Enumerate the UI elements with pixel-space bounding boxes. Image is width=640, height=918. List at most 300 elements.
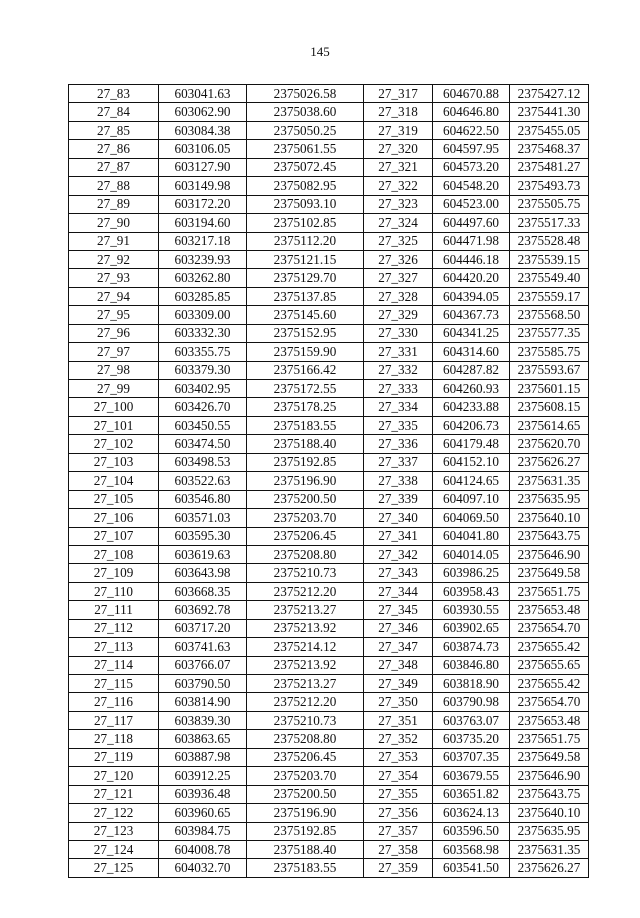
y-left-cell: 2375112.20 (247, 232, 364, 250)
table-row (69, 730, 589, 748)
point-id-right-cell: 27_342 (364, 545, 433, 563)
y-left-cell: 2375192.85 (247, 453, 364, 471)
table-row (69, 619, 589, 637)
x-left-cell: 603619.63 (159, 545, 247, 563)
y-left-cell: 2375152.95 (247, 324, 364, 342)
y-left-cell: 2375213.27 (247, 601, 364, 619)
point-id-left-cell: 27_121 (69, 785, 159, 803)
y-left-cell: 2375188.40 (247, 435, 364, 453)
table-row (69, 361, 589, 379)
x-left-cell: 603498.53 (159, 453, 247, 471)
y-right-cell: 2375655.42 (510, 638, 589, 656)
point-id-right-cell: 27_355 (364, 785, 433, 803)
y-right-cell: 2375614.65 (510, 416, 589, 434)
table-row (69, 675, 589, 693)
y-right-cell: 2375626.27 (510, 859, 589, 877)
point-id-left-cell: 27_109 (69, 564, 159, 582)
y-right-cell: 2375654.70 (510, 693, 589, 711)
y-left-cell: 2375026.58 (247, 85, 364, 103)
table-row (69, 398, 589, 416)
point-id-left-cell: 27_94 (69, 287, 159, 305)
y-left-cell: 2375214.12 (247, 638, 364, 656)
x-right-cell: 604420.20 (433, 269, 510, 287)
table-row (69, 103, 589, 121)
point-id-right-cell: 27_319 (364, 121, 433, 139)
point-id-right-cell: 27_320 (364, 140, 433, 158)
point-id-right-cell: 27_359 (364, 859, 433, 877)
point-id-right-cell: 27_354 (364, 767, 433, 785)
point-id-left-cell: 27_105 (69, 490, 159, 508)
point-id-left-cell: 27_122 (69, 804, 159, 822)
point-id-right-cell: 27_321 (364, 158, 433, 176)
x-right-cell: 603790.98 (433, 693, 510, 711)
x-right-cell: 603958.43 (433, 582, 510, 600)
point-id-left-cell: 27_118 (69, 730, 159, 748)
y-left-cell: 2375203.70 (247, 509, 364, 527)
x-left-cell: 603041.63 (159, 85, 247, 103)
x-left-cell: 603194.60 (159, 214, 247, 232)
point-id-right-cell: 27_353 (364, 748, 433, 766)
x-right-cell: 604523.00 (433, 195, 510, 213)
point-id-right-cell: 27_331 (364, 343, 433, 361)
x-left-cell: 603172.20 (159, 195, 247, 213)
point-id-right-cell: 27_322 (364, 177, 433, 195)
y-left-cell: 2375137.85 (247, 287, 364, 305)
x-left-cell: 603766.07 (159, 656, 247, 674)
y-right-cell: 2375568.50 (510, 306, 589, 324)
table-row (69, 250, 589, 268)
point-id-right-cell: 27_335 (364, 416, 433, 434)
point-id-right-cell: 27_347 (364, 638, 433, 656)
x-left-cell: 604032.70 (159, 859, 247, 877)
x-right-cell: 604622.50 (433, 121, 510, 139)
point-id-left-cell: 27_116 (69, 693, 159, 711)
x-right-cell: 604597.95 (433, 140, 510, 158)
table-row (69, 748, 589, 766)
coordinates-table (68, 84, 589, 878)
x-right-cell: 604260.93 (433, 380, 510, 398)
y-left-cell: 2375129.70 (247, 269, 364, 287)
point-id-left-cell: 27_85 (69, 121, 159, 139)
point-id-left-cell: 27_86 (69, 140, 159, 158)
x-right-cell: 603986.25 (433, 564, 510, 582)
y-right-cell: 2375631.35 (510, 840, 589, 858)
point-id-left-cell: 27_89 (69, 195, 159, 213)
x-right-cell: 603902.65 (433, 619, 510, 637)
y-left-cell: 2375206.45 (247, 748, 364, 766)
y-right-cell: 2375635.95 (510, 490, 589, 508)
point-id-right-cell: 27_325 (364, 232, 433, 250)
x-left-cell: 603863.65 (159, 730, 247, 748)
x-right-cell: 603930.55 (433, 601, 510, 619)
y-left-cell: 2375145.60 (247, 306, 364, 324)
point-id-right-cell: 27_332 (364, 361, 433, 379)
table-row (69, 527, 589, 545)
y-left-cell: 2375121.15 (247, 250, 364, 268)
point-id-left-cell: 27_98 (69, 361, 159, 379)
x-right-cell: 604314.60 (433, 343, 510, 361)
table-row (69, 435, 589, 453)
x-right-cell: 604233.88 (433, 398, 510, 416)
y-left-cell: 2375192.85 (247, 822, 364, 840)
x-right-cell: 604014.05 (433, 545, 510, 563)
x-left-cell: 603839.30 (159, 711, 247, 729)
table-row (69, 785, 589, 803)
point-id-right-cell: 27_348 (364, 656, 433, 674)
table-row (69, 693, 589, 711)
y-left-cell: 2375213.92 (247, 656, 364, 674)
y-right-cell: 2375528.48 (510, 232, 589, 250)
x-right-cell: 603763.07 (433, 711, 510, 729)
y-right-cell: 2375441.30 (510, 103, 589, 121)
x-left-cell: 603595.30 (159, 527, 247, 545)
y-right-cell: 2375643.75 (510, 785, 589, 803)
point-id-right-cell: 27_350 (364, 693, 433, 711)
y-right-cell: 2375559.17 (510, 287, 589, 305)
x-right-cell: 604670.88 (433, 85, 510, 103)
point-id-right-cell: 27_318 (364, 103, 433, 121)
x-left-cell: 603741.63 (159, 638, 247, 656)
table-row (69, 269, 589, 287)
y-right-cell: 2375593.67 (510, 361, 589, 379)
x-right-cell: 603541.50 (433, 859, 510, 877)
point-id-right-cell: 27_330 (364, 324, 433, 342)
point-id-right-cell: 27_349 (364, 675, 433, 693)
y-right-cell: 2375655.65 (510, 656, 589, 674)
table-row (69, 380, 589, 398)
y-right-cell: 2375481.27 (510, 158, 589, 176)
x-right-cell: 603818.90 (433, 675, 510, 693)
y-left-cell: 2375213.92 (247, 619, 364, 637)
y-right-cell: 2375655.42 (510, 675, 589, 693)
y-left-cell: 2375203.70 (247, 767, 364, 785)
y-left-cell: 2375183.55 (247, 416, 364, 434)
x-right-cell: 604497.60 (433, 214, 510, 232)
y-left-cell: 2375210.73 (247, 564, 364, 582)
point-id-right-cell: 27_326 (364, 250, 433, 268)
table-row (69, 232, 589, 250)
point-id-left-cell: 27_100 (69, 398, 159, 416)
table-row (69, 859, 589, 877)
point-id-left-cell: 27_117 (69, 711, 159, 729)
x-left-cell: 603912.25 (159, 767, 247, 785)
point-id-right-cell: 27_352 (364, 730, 433, 748)
y-left-cell: 2375102.85 (247, 214, 364, 232)
point-id-left-cell: 27_120 (69, 767, 159, 785)
table-row (69, 324, 589, 342)
y-left-cell: 2375196.90 (247, 472, 364, 490)
point-id-right-cell: 27_329 (364, 306, 433, 324)
y-right-cell: 2375585.75 (510, 343, 589, 361)
point-id-right-cell: 27_327 (364, 269, 433, 287)
y-left-cell: 2375159.90 (247, 343, 364, 361)
table-row (69, 582, 589, 600)
point-id-right-cell: 27_356 (364, 804, 433, 822)
point-id-left-cell: 27_107 (69, 527, 159, 545)
x-right-cell: 604097.10 (433, 490, 510, 508)
table-row (69, 287, 589, 305)
point-id-left-cell: 27_96 (69, 324, 159, 342)
y-right-cell: 2375493.73 (510, 177, 589, 195)
point-id-right-cell: 27_337 (364, 453, 433, 471)
y-right-cell: 2375505.75 (510, 195, 589, 213)
table-row (69, 158, 589, 176)
y-right-cell: 2375635.95 (510, 822, 589, 840)
table-row (69, 490, 589, 508)
x-left-cell: 603546.80 (159, 490, 247, 508)
x-right-cell: 603874.73 (433, 638, 510, 656)
page-number: 145 (310, 44, 330, 59)
table-row (69, 638, 589, 656)
point-id-right-cell: 27_339 (364, 490, 433, 508)
y-left-cell: 2375200.50 (247, 785, 364, 803)
x-right-cell: 604287.82 (433, 361, 510, 379)
point-id-left-cell: 27_97 (69, 343, 159, 361)
point-id-right-cell: 27_334 (364, 398, 433, 416)
point-id-left-cell: 27_83 (69, 85, 159, 103)
x-right-cell: 604646.80 (433, 103, 510, 121)
y-left-cell: 2375206.45 (247, 527, 364, 545)
x-left-cell: 603309.00 (159, 306, 247, 324)
x-left-cell: 603402.95 (159, 380, 247, 398)
point-id-left-cell: 27_115 (69, 675, 159, 693)
x-right-cell: 603735.20 (433, 730, 510, 748)
x-left-cell: 603887.98 (159, 748, 247, 766)
point-id-right-cell: 27_346 (364, 619, 433, 637)
x-right-cell: 603568.98 (433, 840, 510, 858)
x-left-cell: 603522.63 (159, 472, 247, 490)
x-right-cell: 604206.73 (433, 416, 510, 434)
point-id-left-cell: 27_124 (69, 840, 159, 858)
point-id-left-cell: 27_108 (69, 545, 159, 563)
x-left-cell: 603790.50 (159, 675, 247, 693)
table-row (69, 822, 589, 840)
x-left-cell: 603814.90 (159, 693, 247, 711)
y-right-cell: 2375626.27 (510, 453, 589, 471)
table-row (69, 564, 589, 582)
table-row (69, 343, 589, 361)
table-row (69, 121, 589, 139)
point-id-left-cell: 27_91 (69, 232, 159, 250)
point-id-left-cell: 27_90 (69, 214, 159, 232)
y-left-cell: 2375072.45 (247, 158, 364, 176)
point-id-left-cell: 27_113 (69, 638, 159, 656)
x-left-cell: 603692.78 (159, 601, 247, 619)
x-right-cell: 604179.48 (433, 435, 510, 453)
point-id-left-cell: 27_111 (69, 601, 159, 619)
x-left-cell: 603984.75 (159, 822, 247, 840)
point-id-right-cell: 27_351 (364, 711, 433, 729)
x-left-cell: 603717.20 (159, 619, 247, 637)
x-right-cell: 604573.20 (433, 158, 510, 176)
point-id-left-cell: 27_106 (69, 509, 159, 527)
table-row (69, 416, 589, 434)
table-row (69, 306, 589, 324)
x-right-cell: 604394.05 (433, 287, 510, 305)
x-left-cell: 603474.50 (159, 435, 247, 453)
y-left-cell: 2375093.10 (247, 195, 364, 213)
x-right-cell: 604446.18 (433, 250, 510, 268)
y-left-cell: 2375196.90 (247, 804, 364, 822)
point-id-left-cell: 27_99 (69, 380, 159, 398)
x-right-cell: 604124.65 (433, 472, 510, 490)
x-left-cell: 603355.75 (159, 343, 247, 361)
point-id-right-cell: 27_345 (364, 601, 433, 619)
table-row (69, 656, 589, 674)
point-id-left-cell: 27_123 (69, 822, 159, 840)
y-left-cell: 2375061.55 (247, 140, 364, 158)
point-id-right-cell: 27_341 (364, 527, 433, 545)
point-id-left-cell: 27_114 (69, 656, 159, 674)
point-id-right-cell: 27_324 (364, 214, 433, 232)
x-left-cell: 603262.80 (159, 269, 247, 287)
y-left-cell: 2375038.60 (247, 103, 364, 121)
y-right-cell: 2375577.35 (510, 324, 589, 342)
y-left-cell: 2375208.80 (247, 730, 364, 748)
x-left-cell: 603285.85 (159, 287, 247, 305)
y-right-cell: 2375601.15 (510, 380, 589, 398)
point-id-right-cell: 27_323 (364, 195, 433, 213)
x-right-cell: 604471.98 (433, 232, 510, 250)
table-row (69, 140, 589, 158)
y-right-cell: 2375455.05 (510, 121, 589, 139)
table-row (69, 767, 589, 785)
x-right-cell: 603707.35 (433, 748, 510, 766)
x-left-cell: 603127.90 (159, 158, 247, 176)
y-right-cell: 2375631.35 (510, 472, 589, 490)
table-row (69, 177, 589, 195)
point-id-left-cell: 27_93 (69, 269, 159, 287)
y-left-cell: 2375208.80 (247, 545, 364, 563)
point-id-left-cell: 27_125 (69, 859, 159, 877)
x-left-cell: 603668.35 (159, 582, 247, 600)
y-right-cell: 2375640.10 (510, 509, 589, 527)
y-right-cell: 2375653.48 (510, 601, 589, 619)
point-id-left-cell: 27_104 (69, 472, 159, 490)
point-id-left-cell: 27_103 (69, 453, 159, 471)
y-right-cell: 2375620.70 (510, 435, 589, 453)
x-left-cell: 603084.38 (159, 121, 247, 139)
x-left-cell: 603379.30 (159, 361, 247, 379)
y-right-cell: 2375649.58 (510, 564, 589, 582)
y-left-cell: 2375188.40 (247, 840, 364, 858)
point-id-right-cell: 27_336 (364, 435, 433, 453)
table-row (69, 840, 589, 858)
point-id-right-cell: 27_344 (364, 582, 433, 600)
table-row (69, 509, 589, 527)
x-right-cell: 603846.80 (433, 656, 510, 674)
x-right-cell: 603596.50 (433, 822, 510, 840)
x-right-cell: 603651.82 (433, 785, 510, 803)
table-row (69, 453, 589, 471)
x-left-cell: 603149.98 (159, 177, 247, 195)
y-right-cell: 2375539.15 (510, 250, 589, 268)
coordinates-table-body (69, 85, 589, 878)
x-left-cell: 603239.93 (159, 250, 247, 268)
y-right-cell: 2375646.90 (510, 545, 589, 563)
table-row (69, 195, 589, 213)
x-right-cell: 604367.73 (433, 306, 510, 324)
y-right-cell: 2375646.90 (510, 767, 589, 785)
table-row (69, 545, 589, 563)
x-left-cell: 603936.48 (159, 785, 247, 803)
x-right-cell: 604152.10 (433, 453, 510, 471)
table-row (69, 601, 589, 619)
x-left-cell: 604008.78 (159, 840, 247, 858)
point-id-right-cell: 27_333 (364, 380, 433, 398)
y-right-cell: 2375653.48 (510, 711, 589, 729)
point-id-left-cell: 27_87 (69, 158, 159, 176)
point-id-left-cell: 27_84 (69, 103, 159, 121)
table-row (69, 804, 589, 822)
y-right-cell: 2375649.58 (510, 748, 589, 766)
x-left-cell: 603217.18 (159, 232, 247, 250)
x-right-cell: 603679.55 (433, 767, 510, 785)
y-right-cell: 2375608.15 (510, 398, 589, 416)
table-row (69, 214, 589, 232)
point-id-left-cell: 27_88 (69, 177, 159, 195)
table-row (69, 711, 589, 729)
y-left-cell: 2375213.27 (247, 675, 364, 693)
y-right-cell: 2375517.33 (510, 214, 589, 232)
y-right-cell: 2375640.10 (510, 804, 589, 822)
table-row (69, 472, 589, 490)
x-right-cell: 603624.13 (433, 804, 510, 822)
y-right-cell: 2375468.37 (510, 140, 589, 158)
y-right-cell: 2375643.75 (510, 527, 589, 545)
y-left-cell: 2375178.25 (247, 398, 364, 416)
x-left-cell: 603332.30 (159, 324, 247, 342)
y-right-cell: 2375651.75 (510, 730, 589, 748)
point-id-right-cell: 27_338 (364, 472, 433, 490)
y-left-cell: 2375183.55 (247, 859, 364, 877)
y-right-cell: 2375549.40 (510, 269, 589, 287)
x-left-cell: 603571.03 (159, 509, 247, 527)
y-left-cell: 2375212.20 (247, 582, 364, 600)
y-left-cell: 2375172.55 (247, 380, 364, 398)
point-id-left-cell: 27_102 (69, 435, 159, 453)
point-id-right-cell: 27_340 (364, 509, 433, 527)
x-left-cell: 603106.05 (159, 140, 247, 158)
x-left-cell: 603960.65 (159, 804, 247, 822)
point-id-left-cell: 27_110 (69, 582, 159, 600)
point-id-right-cell: 27_357 (364, 822, 433, 840)
x-left-cell: 603426.70 (159, 398, 247, 416)
point-id-right-cell: 27_343 (364, 564, 433, 582)
x-left-cell: 603450.55 (159, 416, 247, 434)
y-right-cell: 2375427.12 (510, 85, 589, 103)
x-left-cell: 603062.90 (159, 103, 247, 121)
y-left-cell: 2375050.25 (247, 121, 364, 139)
x-right-cell: 604041.80 (433, 527, 510, 545)
point-id-left-cell: 27_112 (69, 619, 159, 637)
table-row (69, 85, 589, 103)
y-left-cell: 2375082.95 (247, 177, 364, 195)
point-id-right-cell: 27_328 (364, 287, 433, 305)
point-id-left-cell: 27_101 (69, 416, 159, 434)
y-left-cell: 2375210.73 (247, 711, 364, 729)
y-left-cell: 2375166.42 (247, 361, 364, 379)
y-right-cell: 2375651.75 (510, 582, 589, 600)
point-id-right-cell: 27_317 (364, 85, 433, 103)
point-id-left-cell: 27_92 (69, 250, 159, 268)
point-id-right-cell: 27_358 (364, 840, 433, 858)
x-right-cell: 604341.25 (433, 324, 510, 342)
point-id-left-cell: 27_119 (69, 748, 159, 766)
y-right-cell: 2375654.70 (510, 619, 589, 637)
x-right-cell: 604069.50 (433, 509, 510, 527)
y-left-cell: 2375200.50 (247, 490, 364, 508)
